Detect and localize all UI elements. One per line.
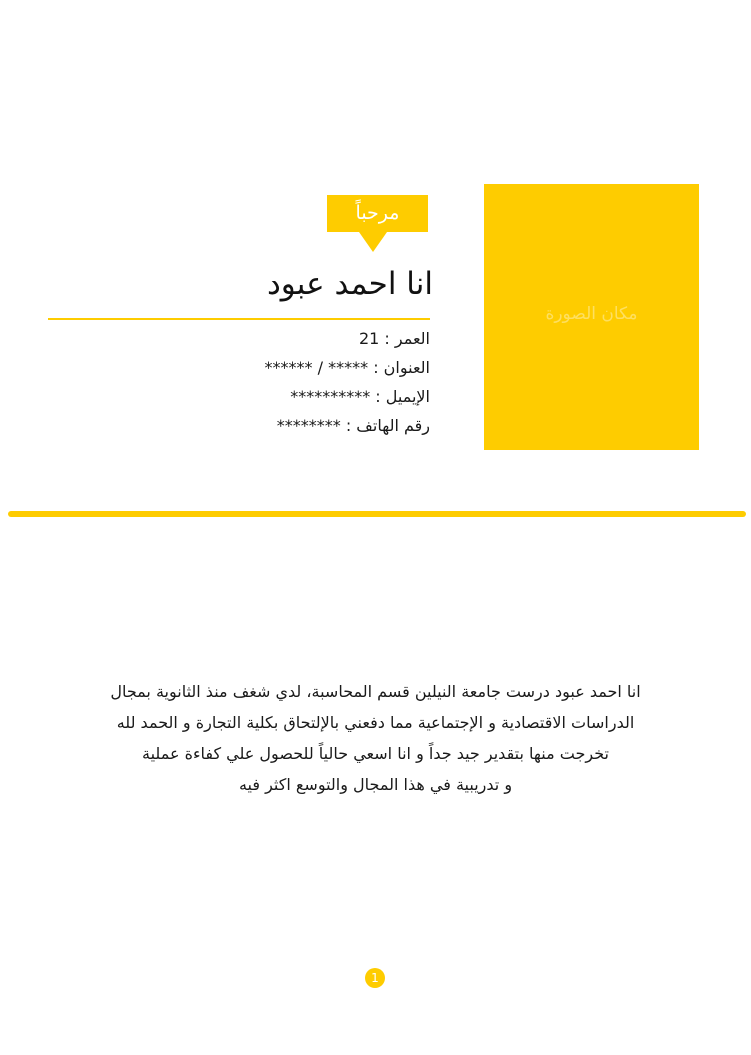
name-underline: [48, 318, 430, 320]
bio-line: الدراسات الاقتصادية و الإجتماعية مما دفعني بالإلتحاق بكلية التجارة و الحمد لله: [116, 713, 635, 732]
bio-paragraph: [40, 676, 711, 800]
personal-details: [265, 324, 430, 440]
detail-email: الإيميل : **********: [290, 387, 430, 406]
photo-placeholder: [484, 184, 699, 450]
detail-address: العنوان : ***** / ******: [264, 358, 430, 377]
detail-age: العمر : 21: [358, 329, 430, 348]
greeting-badge-pointer: [359, 232, 387, 252]
photo-placeholder-label: مكان الصورة: [545, 304, 638, 324]
section-divider: [8, 511, 746, 517]
detail-phone: رقم الهاتف : ********: [276, 416, 430, 435]
bio-line: تخرجت منها بتقدير جيد جداً و انا اسعي حالياً للحصول علي كفاءة عملية: [142, 744, 609, 763]
greeting-badge: مرحباً: [327, 195, 428, 232]
name-title: انا احمد عبود: [266, 266, 433, 302]
page-number-badge: 1: [365, 968, 385, 988]
bio-line: انا احمد عبود درست جامعة النيلين قسم المحاسبة، لدي شغف منذ الثانوية بمجال: [110, 682, 641, 701]
bio-line: و تدريبية في هذا المجال والتوسع اكثر فيه: [238, 775, 513, 794]
